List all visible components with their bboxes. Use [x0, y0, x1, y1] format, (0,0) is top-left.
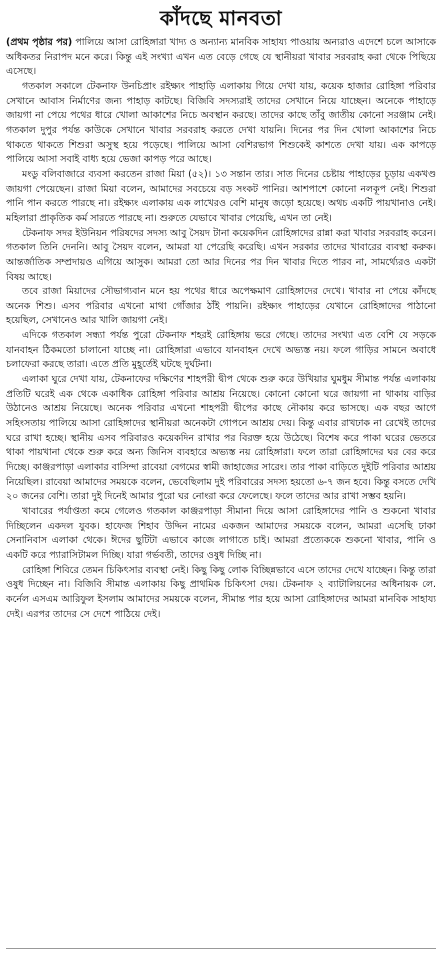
article-paragraph: এলাকা ঘুরে দেখা যায়, টেকনাফের দক্ষিণের শাহপরী দ্বীপ থেকে শুরু করে উখিয়ার ঘুমধুম সীমান্ত পর্যন্ত এলাকায় প্রতিটি ঘরেই এক থেকে একাধিক রোহিঙ্গা পরিবার আশ্রয় নিয়েছে। কোনো কোনো ঘরে জায়গা না থাকায় বাড়ির উঠানেও আশ্রয় নিয়েছে। অনেক পরিবার এখনো শাহপরী দ্বীপের কাছে নৌকায় করে ভাসছে। এক বছর আগে সহিংসতায় পালিয়ে আসা রোহিঙ্গাদের স্থানীয়রা অনেকটা গোপনে আশ্রয় দেয়। কিন্তু এবার রাখঢাক না রেখেই তাদের ঘরে রাখা হচ্ছে। স্থানীয় এসব পরিবারও কয়েকদিন রাখার পর বিরক্ত হয়ে উঠেছে। বিশেষ করে পাকা ঘরের ভেতরে থাকা পায়খানা থেকে শুরু করে অন্য জিনিস ব্যবহারে অভ্যস্ত নয় রোহিঙ্গারা। ফলে তারা রোহিঙ্গাদের ঘর বের করে দিচ্ছে। কাঞ্জরপাড়া এলাকার বাসিন্দা রাবেয়া বেগমের স্বামী জাহাজের সারেং। তার পাকা বাড়িতে দুইটি পরিবার আশ্রয় নিয়েছিল। রাবেয়া আমাদের সময়কে বলেন, ভেবেছিলাম দুই পরিবারের সদস্য হয়তো ৬-৭ জন হবে। কিন্তু বসতে দেখি ২০ জনের বেশি। তারা দুই দিনেই আমার পুরো ঘর নোংরা করে ফেলেছে। ফলে তাদের আর রাখা সম্ভব হয়নি। [6, 374, 436, 503]
headline: কাঁদছে মানবতা [159, 6, 283, 30]
paragraph-text: পালিয়ে আসা রোহিঙ্গারা খাদ্য ও অন্যান্য মানবিক সাহায্য পাওয়ায় অন্যরাও এদেশে চলে আসাকে অধিকতর নিরাপদ মনে করে। কিন্তু এই সংখ্যা এখন এত বেড়ে গেছে যে স্থানীয়রা খাবার সরবরাহ করা থেকে পিছিয়ে এসেছে। [6, 37, 436, 78]
article-paragraph: খাবারের পর্যাপ্ততা কমে গেলেও গতকাল কাঞ্জরপাড়া সীমানা দিয়ে আসা রোহিঙ্গাদের পানি ও শুকনো খাবার দিচ্ছিলেন একদল যুবক। হাফেজ শিহাব উদ্দিন নামের একজন আমাদের সময়কে বলেন, আমরা এসেছি ঢাকা সেনানিবাস এলাকা থেকে। ঈদের ছুটিটা এভাবে কাজে লাগাতে চাই। আমরা প্রত্যেককে শুকনো খাবার, পানি ও একটি করে প্যারাসিটামল দিচ্ছি। যারা গর্ভবতী, তাদের ওষুধ দিচ্ছি না। [6, 506, 436, 561]
article-paragraph: এদিকে গতকাল সন্ধ্যা পর্যন্ত পুরো টেকনাফ শহরই রোহিঙ্গায় ভরে গেছে। তাদের সংখ্যা এত বেশি যে সড়কে যানবাহন ঠিকমতো চালানো যাচ্ছে না। রোহিঙ্গারা এভাবে যানবাহন দেখে অভ্যস্ত নয়। ফলে গাড়ির সামনে অবাধে চলাফেরা করছে তারা। এতে প্রতি মুহূর্তেই ঘটছে দুর্ঘটনা। [6, 330, 436, 371]
article-paragraph: মংডু বলিবাজারে ব্যবসা করতেন রাজা মিয়া (৫২)। ১৩ সন্তান তার। সাত দিনের চেষ্টায় পাহাড়ের চূড়ায় একখণ্ড জায়গা পেয়েছেন। রাজা মিয়া বলেন, আমাদের সবচেয়ে বড় সংকট পানির। আশপাশে কোনো নলকূপ নেই। শিশুরা পানি পান করতে পারছে না। রইক্ষ্যং এলাকায় এক লাখেরও বেশি মানুষ জড়ো হয়েছে। অথচ একটি পায়খানাও নেই। মহিলারা প্রাকৃতিক কর্ম সারতে পারছে না। শুরুতে যেভাবে খাবার পেয়েছি, এখন তা নেই। [6, 168, 436, 224]
article-paragraph: গতকাল সকালে টেকনাফ উনচিপ্রাং রইক্ষ্যং পাহাড়ি এলাকায় গিয়ে দেখা যায়, কয়েক হাজার রোহিঙ্গা পরিবার সেখানে আবাস নির্মাণের জন্য পাহাড় কাটছে। বিজিবি সদস্যরাই তাদের সেখানে নিয়ে যাচ্ছেন। অনেকে পাহাড়ে জায়গা না পেয়ে পথের ধারে খোলা আকাশের নিচে অবস্থান করছে। তাদের কাছে তাঁবু জাতীয় কোনো সরঞ্জাম নেই। গতকাল দুপুর পর্যন্ত কাউকে সেখানে খাবার সরবরাহ করতে দেখা যায়নি। দিনের পর দিন খোলা আকাশের নিচে থাকতে থাকতে শিশুরা অসুস্থ হয়ে পড়েছে। পালিয়ে আসা বেশিরভাগ শিশুকেই কাশতে দেখা যায়। এক কাপড়ে পালিয়ে আসা সবাই বাধ্য হয়ে ভেজা কাপড় পরে আছে। [6, 80, 436, 166]
article-paragraph [6, 36, 436, 80]
continuation-label: (প্রথম পৃষ্ঠার পর) [6, 37, 73, 48]
article-paragraph: রোহিঙ্গা শিবিরে তেমন চিকিৎসার ব্যবস্থা নেই। কিছু কিছু লোক বিচ্ছিন্নভাবে এসে তাদের দেখে যাচ্ছেন। কিন্তু তারা ওষুধ দিচ্ছেন না। বিজিবি সীমান্ত এলাকায় কিছু প্রাথমিক চিকিৎসা দেয়। টেকনাফ ২ ব্যাটালিয়নের অধিনায়ক লে. কর্নেল এসএম আরিফুল ইসলাম আমাদের সময়কে বলেন, সীমান্ত পার হয়ে আসা রোহিঙ্গাদের আমরা মানবিক সাহায্য দেই। এরপর তাদের সে দেশে পাঠিয়ে দেই। [6, 564, 436, 620]
article-body [6, 36, 436, 622]
clipping-bottom-edge [6, 948, 436, 955]
article-paragraph: টেকনাফ সদর ইউনিয়ন পরিষদের সদস্য আবু সৈয়দ টানা কয়েকদিন রোহিঙ্গাদের রান্না করা খাবার সরবরাহ করেন। গতকাল তিনি দেননি। আবু সৈয়দ বলেন, আমরা যা পেরেছি করেছি। এখন সরকার তাদের খাবারের ব্যবস্থা করুক। আন্তর্জাতিক সম্প্রদায়ও এগিয়ে আসুক। আমরা তো আর দিনের পর দিন খাবার দিতে পারব না, সামর্থ্যেরও একটা বিষয় আছে। [6, 227, 436, 283]
article-paragraph: তবে রাজা মিয়াদের সৌভাগ্যবান মনে হয় পথের ধারে অপেক্ষমাণ রোহিঙ্গাদের দেখে। খাবার না পেয়ে কাঁদছে অনেক শিশু। এসব পরিবার এখনো মাথা গোঁজার ঠাঁই পায়নি। রইক্ষ্যং পাহাড়ের যেখানে রোহিঙ্গাদের পাঠানো হয়েছিল, সেখানেও আর খালি জায়গা নেই। [6, 286, 436, 327]
